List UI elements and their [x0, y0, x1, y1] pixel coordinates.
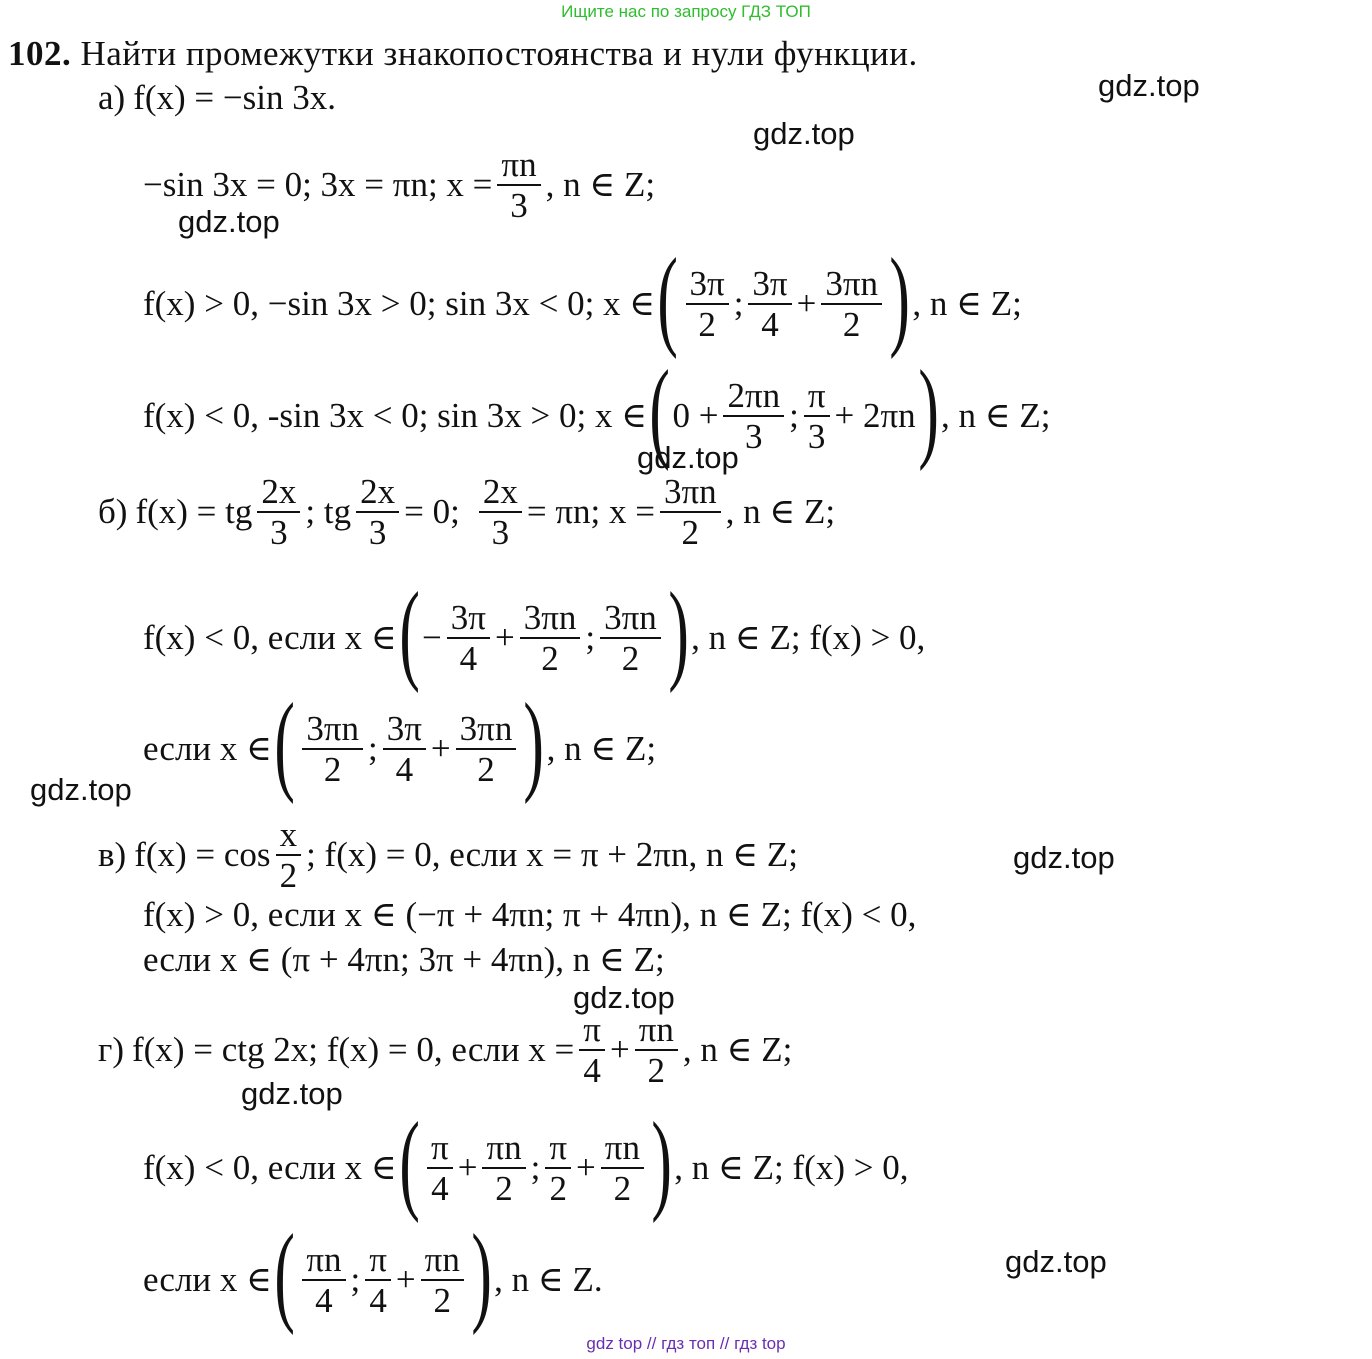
- text: , n ∈ Z;: [725, 492, 836, 532]
- part-a-positive-text: f(x) > 0, −sin 3x > 0; sin 3x < 0; x ∈: [143, 284, 656, 323]
- part-d-positive: если x ∈ ( $\frac{\pi n}{4}$ ; $\frac{\pi}{4}$ + $\frac{\pi n}{2}$ ) , n ∈ Z.: [143, 1212, 603, 1336]
- part-d-equation: г) f(x) = ctg 2x; f(x) = 0, если x = $\frac{\pi}{4}$ + $\frac{\pi n}{2}$ , n ∈ Z;: [98, 1010, 793, 1091]
- fraction: $\frac{3\pi n}{2}$: [456, 709, 517, 789]
- bottom-banner[interactable]: gdz top // гдз топ // гдз top: [586, 1334, 786, 1353]
- part-d-zeros-domain: , n ∈ Z;: [682, 1030, 793, 1070]
- left-paren: (: [657, 236, 679, 360]
- fraction: $\frac{\pi n}{2}$: [482, 1128, 525, 1208]
- fraction: $\frac{\pi n}{3}$: [497, 145, 540, 225]
- watermark: gdz.top: [573, 980, 675, 1015]
- part-a-positive-domain: , n ∈ Z;: [912, 284, 1022, 323]
- fraction: $\frac{3\pi}{4}$: [748, 264, 791, 344]
- fraction: $\frac{\pi n}{2}$: [601, 1128, 644, 1208]
- part-d-label: г): [98, 1030, 125, 1070]
- part-d-positive-domain: , n ∈ Z.: [494, 1260, 603, 1299]
- part-a-zeros-text: −sin 3x = 0; 3x = πn; x =: [143, 165, 493, 205]
- tail-term: + 2πn: [834, 396, 916, 435]
- left-paren: (: [649, 348, 671, 472]
- fraction: $\frac{\pi}{2}$: [545, 1128, 571, 1208]
- watermark: gdz.top: [1098, 68, 1200, 103]
- part-a-function: f(x) = −sin 3x.: [133, 78, 336, 117]
- part-a-negative: f(x) < 0, -sin 3x < 0; sin 3x > 0; x ∈ ( 0 + $\frac{2\pi n}{3}$ ; $\frac{\pi}{3}$ + 2πn ) , n ∈ Z;: [143, 348, 1051, 472]
- part-c-function: f(x) = cos: [134, 835, 271, 875]
- fraction: $\frac{2x}{3}$: [479, 472, 522, 552]
- fraction: $\frac{3\pi}{2}$: [686, 264, 729, 344]
- part-b-label: б): [98, 492, 128, 532]
- minus-sign: −: [422, 618, 442, 657]
- fraction: $\frac{\pi n}{2}$: [635, 1010, 678, 1090]
- watermark: gdz.top: [1013, 840, 1115, 875]
- watermark: gdz.top: [241, 1076, 343, 1111]
- fraction: $\frac{\pi}{4}$: [427, 1128, 453, 1208]
- watermark: gdz.top: [637, 440, 739, 475]
- part-b-positive-domain: , n ∈ Z;: [546, 729, 657, 768]
- part-c-negative: если x ∈ (π + 4πn; 3π + 4πn), n ∈ Z;: [143, 940, 665, 979]
- fraction: $\frac{\pi}{4}$: [365, 1240, 391, 1320]
- right-paren: ): [668, 570, 689, 694]
- top-banner[interactable]: Ищите нас по запросу ГДЗ ТОП: [561, 2, 811, 21]
- fraction: $\frac{x}{2}$: [276, 815, 302, 895]
- part-c-label: в): [98, 835, 127, 875]
- part-c-zeros: ; f(x) = 0, если x = π + 2πn, n ∈ Z;: [306, 835, 798, 875]
- part-c-positive: f(x) > 0, если x ∈ (−π + 4πn; π + 4πn), n ∈ Z; f(x) < 0,: [143, 895, 917, 934]
- fraction: $\frac{2x}{3}$: [257, 472, 300, 552]
- watermark: gdz.top: [753, 116, 855, 151]
- fraction: $\frac{3\pi n}{2}$: [520, 598, 581, 678]
- fraction: $\frac{2x}{3}$: [356, 472, 399, 552]
- part-b-function: f(x) = tg: [135, 492, 253, 532]
- part-b-equation: [98, 472, 835, 552]
- part-b-negative-domain: , n ∈ Z; f(x) > 0,: [691, 618, 926, 657]
- part-d-positive-text: если x ∈: [143, 1260, 273, 1299]
- fraction: $\frac{3\pi}{4}$: [447, 598, 490, 678]
- part-a-positive: f(x) > 0, −sin 3x > 0; sin 3x < 0; x ∈ ( $\frac{3\pi}{2}$ ; $\frac{3\pi}{4}$ + $\frac{3\pi n}{2}$ ) , n ∈ Z;: [143, 236, 1022, 360]
- left-paren: (: [274, 1212, 295, 1336]
- fraction: $\frac{3\pi}{4}$: [383, 709, 426, 789]
- watermark: gdz.top: [178, 204, 280, 239]
- right-paren: ): [918, 348, 939, 472]
- zero-plus: 0 +: [672, 396, 719, 435]
- right-paren: ): [889, 236, 910, 360]
- part-d-negative-text: f(x) < 0, если x ∈: [143, 1148, 397, 1187]
- part-c-equation: [98, 815, 798, 895]
- part-a-zeros: [143, 145, 655, 225]
- text: ; tg: [305, 492, 352, 532]
- problem-header: [8, 34, 918, 74]
- fraction: $\frac{\pi}{3}$: [804, 376, 830, 456]
- part-b-negative-text: f(x) < 0, если x ∈: [143, 618, 397, 657]
- part-a-equation: [98, 78, 336, 118]
- part-a-zeros-domain: , n ∈ Z;: [545, 165, 656, 205]
- fraction: $\frac{3\pi n}{2}$: [660, 472, 721, 552]
- fraction: $\frac{\pi n}{2}$: [421, 1240, 464, 1320]
- fraction: $\frac{\pi}{4}$: [579, 1010, 605, 1090]
- fraction: $\frac{\pi n}{4}$: [302, 1240, 345, 1320]
- part-b-positive: если x ∈ ( $\frac{3\pi n}{2}$ ; $\frac{3\pi}{4}$ + $\frac{3\pi n}{2}$ ) , n ∈ Z;: [143, 681, 657, 805]
- problem-title: Найти промежутки знакопостоянства и нули функции.: [80, 34, 918, 73]
- fraction: $\frac{3\pi n}{2}$: [821, 264, 882, 344]
- fraction: $\frac{3\pi n}{2}$: [600, 598, 661, 678]
- left-paren: (: [274, 681, 295, 805]
- right-paren: ): [651, 1100, 672, 1224]
- problem-number: 102.: [8, 34, 72, 73]
- part-d-negative: f(x) < 0, если x ∈ ( $\frac{\pi}{4}$ + $\frac{\pi n}{2}$ ; $\frac{\pi}{2}$ + $\frac{\pi n}{2}$ ) , n ∈ Z; f(x) > 0,: [143, 1100, 909, 1224]
- watermark: gdz.top: [1005, 1244, 1107, 1279]
- fraction: $\frac{2\pi n}{3}$: [723, 376, 784, 456]
- part-b-negative: f(x) < 0, если x ∈ ( − $\frac{3\pi}{4}$ + $\frac{3\pi n}{2}$ ; $\frac{3\pi n}{2}$ ) , n ∈ Z; f(x) > 0,: [143, 570, 926, 694]
- watermark: gdz.top: [30, 772, 132, 807]
- fraction: $\frac{3\pi n}{2}$: [302, 709, 363, 789]
- left-paren: (: [399, 570, 420, 694]
- part-d-function: f(x) = ctg 2x; f(x) = 0, если x =: [132, 1030, 575, 1070]
- part-a-label: а): [98, 78, 126, 117]
- text: = πn; x =: [526, 492, 655, 532]
- part-b-positive-text: если x ∈: [143, 729, 273, 768]
- part-a-negative-domain: , n ∈ Z;: [940, 396, 1051, 435]
- part-d-negative-domain: , n ∈ Z; f(x) > 0,: [674, 1148, 909, 1187]
- text: = 0;: [404, 492, 460, 532]
- right-paren: ): [471, 1212, 492, 1336]
- part-a-negative-text: f(x) < 0, -sin 3x < 0; sin 3x > 0; x ∈: [143, 396, 648, 435]
- left-paren: (: [399, 1100, 420, 1224]
- right-paren: ): [523, 681, 545, 805]
